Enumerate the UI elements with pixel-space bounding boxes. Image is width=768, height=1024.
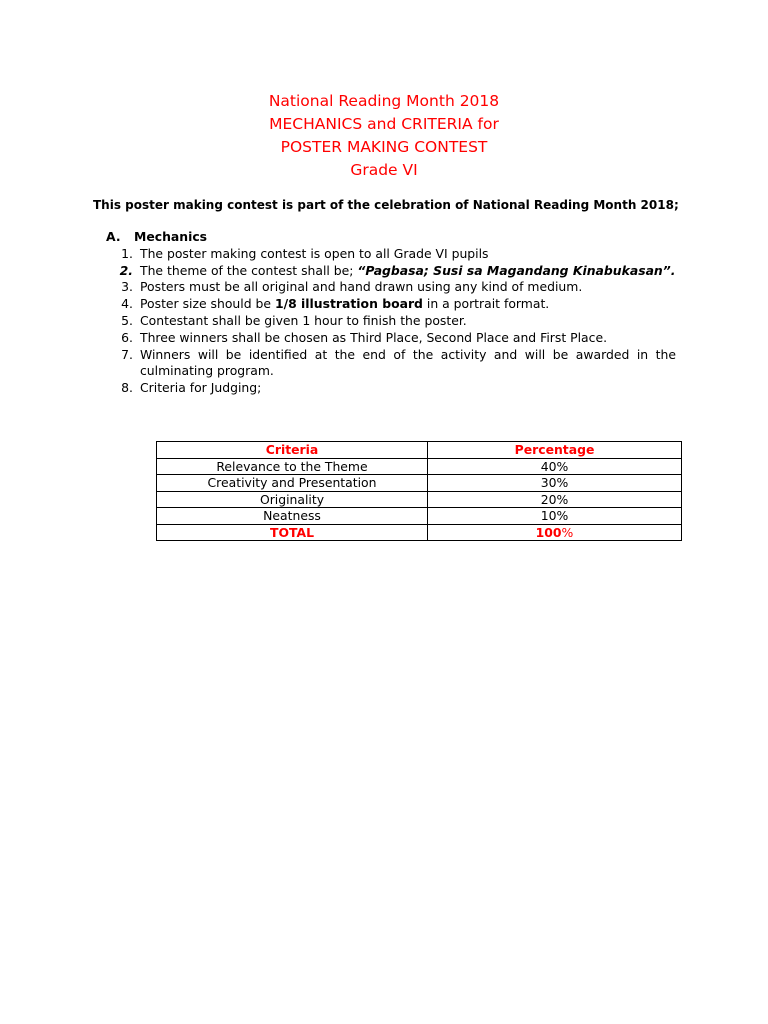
list-item-number: 6.	[121, 329, 133, 345]
list-item-text: The poster making contest is open to all Grade VI pupils	[140, 245, 489, 261]
percentage-cell: 40%	[428, 458, 682, 475]
list-item	[106, 279, 676, 296]
list-item-text	[140, 296, 676, 313]
list-item-number: 2.	[119, 262, 133, 278]
list-item-number: 4.	[121, 296, 133, 312]
table-header-row	[157, 442, 682, 459]
poster-size-post: in a portrait format.	[422, 296, 550, 312]
list-item-text: Posters must be all original and hand drawn using any kind of medium.	[140, 279, 583, 295]
total-label: TOTAL	[157, 524, 428, 541]
criteria-cell: Neatness	[157, 508, 428, 525]
list-item-text	[140, 263, 676, 280]
list-item-number: 1.	[121, 245, 133, 261]
list-item-text: Three winners shall be chosen as Third Place, Second Place and First Place.	[140, 329, 608, 345]
list-item	[106, 380, 676, 397]
table-row	[157, 458, 682, 475]
table-total-row	[157, 524, 682, 541]
percentage-cell: 10%	[428, 508, 682, 525]
criteria-cell: Relevance to the Theme	[157, 458, 428, 475]
list-item	[106, 246, 676, 263]
mechanics-list	[106, 246, 676, 397]
theme-intro-text: The theme of the contest shall be;	[140, 262, 358, 278]
criteria-cell: Originality	[157, 491, 428, 508]
percentage-cell: 20%	[428, 491, 682, 508]
total-value-cell	[428, 524, 682, 541]
poster-size-value: 1/8 illustration board	[274, 296, 423, 312]
section-letter: A.	[106, 229, 121, 244]
title-line-1: National Reading Month 2018	[268, 92, 500, 110]
column-header-percentage: Percentage	[428, 442, 682, 459]
title-line-3: POSTER MAKING CONTEST	[280, 138, 488, 156]
list-item-text: Contestant shall be given 1 hour to finish the poster.	[140, 312, 467, 328]
intro-paragraph: This poster making contest is part of the celebration of National Reading Month 2018;	[93, 198, 679, 212]
list-item-number: 3.	[121, 279, 133, 295]
theme-text: “Pagbasa; Susi sa Magandang Kinabukasan”.	[357, 262, 676, 278]
table-row	[157, 475, 682, 492]
column-header-criteria: Criteria	[157, 442, 428, 459]
criteria-table	[156, 441, 682, 541]
list-item-text: Criteria for Judging;	[140, 380, 262, 396]
title-line-2: MECHANICS and CRITERIA for	[269, 115, 499, 133]
mechanics-section	[106, 229, 676, 397]
document-title	[0, 90, 768, 182]
list-item-number: 8.	[121, 380, 133, 396]
list-item	[106, 313, 676, 330]
total-value: 100	[535, 524, 562, 540]
list-item-number: 7.	[121, 346, 133, 362]
table-row	[157, 508, 682, 525]
criteria-cell: Creativity and Presentation	[157, 475, 428, 492]
section-title: Mechanics	[134, 229, 208, 244]
section-heading	[106, 229, 676, 246]
percentage-cell: 30%	[428, 475, 682, 492]
list-item-text: Winners will be identified at the end of the activity and will be awarded in the culminating program.	[140, 346, 676, 379]
list-item	[106, 330, 676, 347]
list-item-number: 5.	[121, 312, 133, 328]
list-item	[106, 263, 676, 280]
table-row	[157, 491, 682, 508]
list-item	[106, 296, 676, 313]
title-line-4: Grade VI	[350, 161, 418, 179]
total-unit: %	[561, 524, 574, 540]
poster-size-pre: Poster size should be	[140, 296, 275, 312]
list-item	[106, 347, 676, 381]
